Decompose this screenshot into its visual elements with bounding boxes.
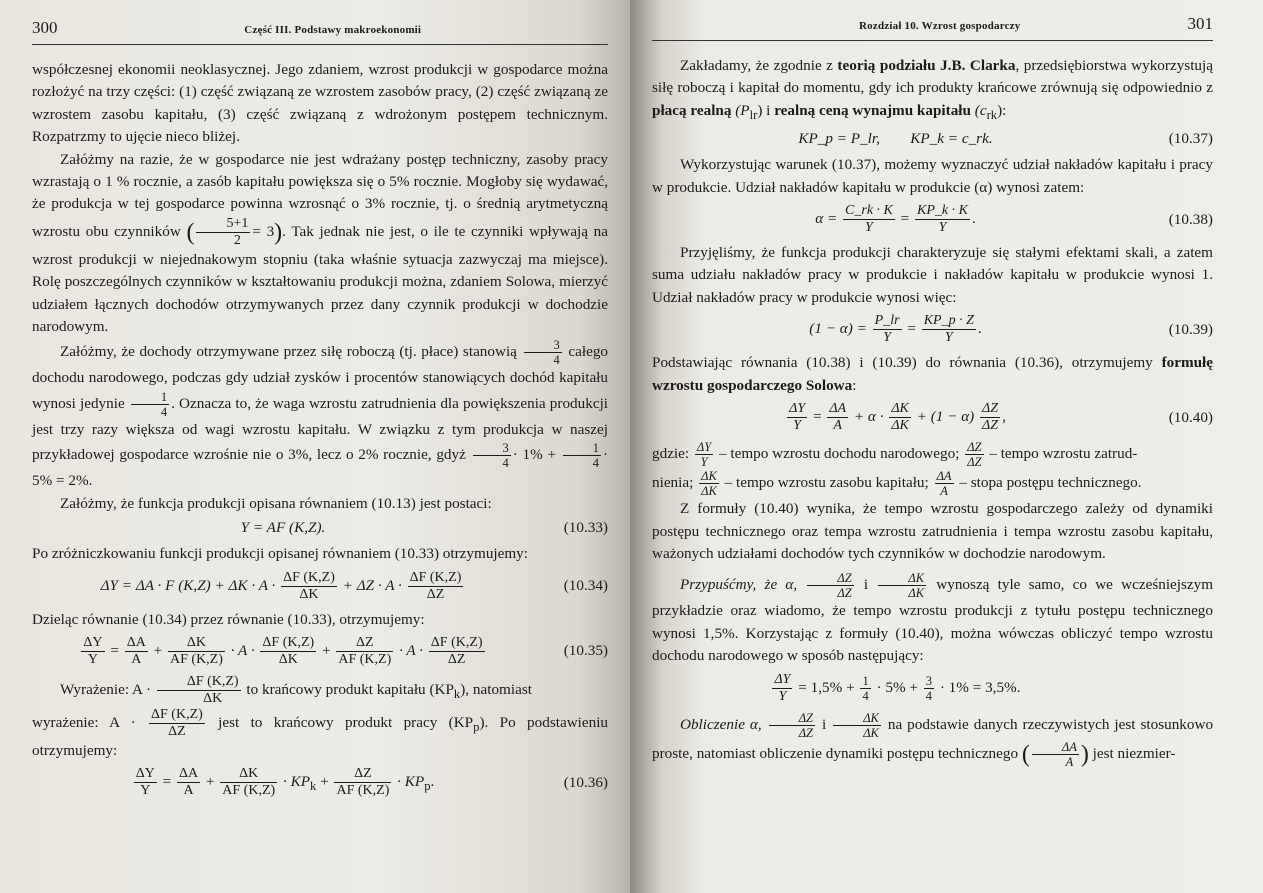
text: na podstawie danych rzeczywistych jest stosunkowo proste, natomiast obliczenie dynamiki postępu technicznego	[652, 715, 1214, 762]
text: ), natomiast	[460, 680, 532, 698]
bold-term: płacą realną	[652, 101, 732, 119]
fraction-num: ΔZ	[769, 711, 815, 726]
text: Obliczenie α,	[680, 715, 762, 733]
text: (P	[731, 101, 750, 119]
fraction-num: 1	[862, 673, 869, 688]
equation-number: (10.38)	[1168, 210, 1213, 228]
fraction-num: ΔY	[774, 671, 791, 687]
paragraph: Obliczenie α, $\frac{\Delta Z}{\Delta Z}$ i $\frac{\Delta K}{\Delta K}$ na podstawie danych rzeczywistych jest stosunkowo proste, natomiast obliczenie dynamiki postępu technicznego ( $\frac{\Delta A}{A}$ ) jest niezmier-	[652, 710, 1214, 769]
fraction-den: Y	[865, 220, 873, 236]
text: nienia;	[652, 474, 694, 492]
fraction-num: 5+1	[196, 216, 250, 233]
paragraph: Dzieląc równanie (10.34) przez równanie (10.33), otrzymujemy:	[32, 610, 425, 628]
fraction-den: ΔZ	[447, 651, 466, 667]
fraction-den: ΔZ	[982, 418, 999, 434]
fraction-num: KP_p · Z	[923, 313, 974, 329]
fraction-den: A	[1065, 754, 1074, 769]
text: jest niezmier-	[1092, 744, 1176, 762]
paragraph	[652, 440, 1213, 469]
equation-number: (10.34)	[563, 577, 608, 594]
equation-10-37	[652, 130, 1213, 148]
fraction-den: ΔK	[299, 586, 319, 602]
page-number: 301	[1187, 14, 1213, 33]
fraction-den: 2	[233, 232, 241, 248]
paragraph	[32, 707, 608, 762]
fraction-den: ΔZ	[967, 455, 982, 470]
text: + α ·	[853, 408, 884, 426]
fraction-den: Y	[883, 330, 891, 346]
paragraph: Załóżmy na razie, że w gospodarce nie jest wdrażany postęp techniczny, zasoby pracy wzrastają o 1 % rocznie, a zasób kapitału powiększa się o 5% rocznie. Mogłoby się wydawać, że produkcja w tej gospodarce powinna wzrosnąć o 3% rocznie, tj. o średnią arytmetyczną wzrostu obu czynników ( $\frac{5+1}{2}$ = 3). Tak jednak nie jest, o ile te czynniki wpływają na wzrost produkcji w niejednakowym stopniu (taka właśnie sytuacja zazwyczaj ma miejsce). Rolę poszczególnych czynników w kształtowaniu produkcji można, zdaniem Solowa, mierzyć udziałem łącznych dochodów otrzymywanych przez dany czynnik produkcji w dochodzie narodowym.	[32, 150, 608, 336]
fraction-num: ΔF (K,Z)	[157, 674, 241, 691]
paragraph: współczesnej ekonomii neoklasycznej. Jego zdaniem, wzrost produkcji w gospodarce można rozłożyć na trzy części: (1) część związaną ze wzrostem zasobów pracy, (2) część związaną ze wzrostem zasobu kapitału, (3) część związaną z wdrożonym postępem technicznym. Rozpatrzmy to ujęcie nieco bliżej.	[32, 61, 608, 146]
text: =	[900, 210, 910, 228]
fraction-den: Y	[944, 330, 953, 346]
fraction-den: Y	[87, 651, 99, 667]
fraction-den: 4	[553, 353, 560, 368]
text: · KP	[397, 773, 425, 791]
fraction-num: ΔK	[833, 711, 881, 726]
fraction-den: A	[131, 651, 142, 667]
equation-number: (10.35)	[563, 642, 608, 660]
fraction-den: ΔK	[908, 586, 925, 601]
paragraph: Wykorzystując warunek (10.37), możemy wyznaczyć udział nakładów kapitału i pracy w produkcie. Udział nakładów kapitału w produkcie (α) wynosi zatem:	[652, 156, 1213, 196]
fraction-num: ΔK	[878, 571, 926, 586]
subscript: k	[453, 686, 461, 701]
fraction-num: ΔY	[83, 634, 103, 650]
equation-number: (10.37)	[1168, 130, 1213, 148]
equation-10-34	[32, 570, 608, 603]
fraction-num: ΔK	[891, 401, 909, 417]
fraction-den: AF (K,Z)	[222, 783, 276, 799]
fraction-den: A	[940, 484, 948, 499]
fraction-den: ΔZ	[798, 725, 813, 740]
fraction-den: ΔZ	[837, 586, 852, 601]
fraction-num: ΔY	[135, 766, 155, 782]
fraction-num: ΔZ	[967, 440, 982, 455]
text: · 5% +	[876, 678, 918, 696]
equation-number: (10.39)	[1168, 320, 1213, 338]
text: · 1% +	[512, 446, 557, 464]
text: = 1,5% +	[798, 678, 855, 696]
paragraph: Po zróżniczkowaniu funkcji produkcji opisanej równaniem (10.33) otrzymujemy:	[32, 545, 528, 563]
fraction-num: ΔF (K,Z)	[283, 569, 335, 585]
fraction-den: Y	[938, 220, 947, 236]
fraction-den: ΔK	[863, 725, 879, 740]
text: =	[162, 773, 172, 791]
text: . Tak jednak nie jest, o ile te czynniki wpływają na wzrost produkcji w niejednakowym stopniu (taka właśnie sytuacja zazwyczaj ma miejsce). Rolę poszczególnych czynników w kształtowaniu produkcji można, zdaniem Solowa, mierzyć udziałem łącznych dochodów otrzymywanych przez dany czynnik produkcji w dochodzie narodowym.	[32, 222, 608, 336]
left-page-header	[32, 18, 608, 45]
subscript: rk	[986, 107, 998, 122]
text: +	[205, 773, 215, 791]
paragraph	[652, 55, 1213, 126]
text: to krańcowy produkt kapitału (KP	[246, 680, 454, 698]
fraction-den: Y	[793, 418, 802, 434]
fraction-num: ΔZ	[336, 635, 393, 652]
text: ΔY = ΔA · F (K,Z) + ΔK · A ·	[100, 576, 276, 594]
text: Załóżmy, że dochody otrzymywane przez siłę roboczą (tj. płace) stanowią	[60, 343, 517, 361]
fraction-num: ΔK	[701, 469, 717, 484]
equation-number: (10.40)	[1168, 408, 1213, 426]
text: (1 − α) =	[809, 320, 867, 338]
fraction-den: Y	[140, 783, 151, 799]
fraction-den: Y	[700, 455, 708, 470]
fraction-den: 4	[925, 688, 933, 703]
equation-10-35	[32, 635, 608, 668]
text: :	[852, 376, 857, 394]
text: , przedsiębiorstwa wykorzystują siłę roboczą i kapitał do momentu, gdy ich produkty krańcowe zrównują się odpowiednio z	[652, 57, 1213, 97]
bold-term: teorią podziału J.B. Clarka	[837, 57, 1016, 74]
fraction-num: ΔA	[126, 634, 146, 650]
fraction-num: ΔZ	[334, 766, 391, 783]
equation-10-38	[652, 203, 1213, 236]
fraction-num: ΔF (K,Z)	[430, 634, 483, 650]
text: ). Po podstawieniu otrzymujemy:	[32, 713, 609, 759]
subscript: p	[424, 779, 431, 794]
text: gdzie:	[652, 445, 690, 463]
fraction-den: ΔK	[701, 484, 717, 499]
fraction-num: ΔZ	[982, 401, 999, 417]
fraction-num: 1	[563, 441, 601, 456]
fraction-num: ΔF (K,Z)	[151, 706, 203, 722]
fraction-den: ΔK	[278, 651, 298, 667]
text: .	[430, 773, 435, 791]
text: +	[320, 773, 329, 791]
fraction-num: ΔY	[696, 440, 712, 455]
fraction-den: A	[183, 783, 194, 799]
fraction-num: ΔA	[178, 766, 199, 782]
equation-number: (10.36)	[563, 773, 608, 791]
equation-body: Y = AF (K,Z).	[240, 519, 326, 537]
subscript: k	[309, 779, 317, 794]
fraction-num: 3	[925, 673, 933, 688]
text: · A ·	[399, 641, 423, 659]
fraction-num: P_lr	[874, 313, 900, 329]
text: wyrażenie: A ·	[32, 713, 136, 731]
fraction-num: ΔA	[936, 469, 952, 484]
text: (c	[970, 101, 987, 119]
text: i	[863, 576, 869, 594]
text: .	[977, 320, 982, 338]
fraction-den: 4	[862, 688, 869, 703]
right-page	[630, 0, 1263, 893]
text: · 1% = 3,5%.	[939, 678, 1021, 696]
fraction-num: KP_k · K	[917, 203, 968, 219]
text: ) i	[757, 101, 771, 119]
fraction-den: AF (K,Z)	[170, 651, 223, 667]
running-head: Rozdział 10. Wzrost gospodarczy	[859, 20, 1021, 32]
text: α =	[815, 210, 838, 228]
paragraph	[652, 352, 1213, 397]
fraction-num: 3	[524, 338, 562, 353]
text: – tempo wzrostu zatrud-	[989, 445, 1138, 463]
fraction-den: 4	[160, 404, 168, 419]
bold-term: formułę wzrostu gospodarczego Solowa	[652, 354, 1214, 394]
fraction-den: 4	[502, 456, 509, 471]
equation-10-39	[652, 313, 1213, 346]
text: całego dochodu narodowego, podczas gdy udział zysków i procentów stanowiących dochód kapitału wynosi jedynie	[32, 343, 609, 412]
paragraph: Z formuły (10.40) wynika, że tempo wzrostu gospodarczego zależy od dynamiki postępu technicznego oraz tempa wzrostu zatrudnienia i tempa wzrostu zasobu kapitału, ważonych udziałami dochodów tych czynników w dochodzie narodowym.	[652, 500, 1213, 562]
page-number: 300	[32, 18, 58, 37]
paragraph	[32, 338, 608, 492]
text: · 5% = 2%.	[32, 446, 609, 490]
paragraph: Załóżmy, że funkcja produkcji opisana równaniem (10.13) jest postaci:	[60, 494, 492, 512]
fraction-num: ΔF (K,Z)	[409, 569, 462, 585]
fraction-den: A	[833, 418, 842, 434]
running-head: Część III. Podstawy makroekonomii	[244, 24, 422, 36]
text: + (1 − α)	[916, 408, 975, 426]
fraction-num: ΔA	[829, 401, 847, 417]
equation-calc	[652, 672, 1213, 705]
text: =	[907, 320, 916, 338]
fraction-den: AF (K,Z)	[336, 783, 390, 799]
text: wynoszą tyle samo, co we wcześniejszym przykładzie oraz wiadomo, że tempo wzrostu produkcji z tytułu postępu technicznego wynosi 1,5%. Korzystając z formuły (10.40), można wówczas obliczyć tempo wzrostu dochodu narodowego w sposób następujący:	[652, 576, 1214, 665]
fraction-num: C_rk · K	[845, 203, 893, 219]
text: Wyrażenie: A ·	[60, 680, 152, 698]
subscript: lr	[749, 107, 758, 122]
text: +	[322, 641, 331, 659]
paragraph: Przyjęliśmy, że funkcja produkcji charakteryzuje się stałymi efektami skali, a zatem suma udziału nakładów pracy w produkcie i nakładów kapitału w produkcie wynosi 1. Udział nakładów pracy w produkcie wynosi więc:	[652, 244, 1213, 306]
equation-number: (10.33)	[563, 519, 608, 537]
text: Zakładamy, że zgodnie z	[680, 57, 833, 74]
text: =	[812, 408, 822, 426]
fraction-num: ΔF (K,Z)	[262, 634, 315, 650]
fraction-num: ΔK	[168, 635, 225, 652]
fraction-num: 3	[473, 441, 511, 456]
fraction-den: ΔK	[891, 418, 909, 434]
text: · KP	[282, 773, 310, 791]
text: i	[821, 715, 827, 733]
text: jest to krańcowy produkt pracy (KP	[218, 713, 474, 731]
text: Podstawiając równania (10.38) i (10.39) do równania (10.36), otrzymujemy	[652, 354, 1153, 372]
right-page-header	[652, 14, 1213, 41]
equation-10-40	[652, 401, 1213, 434]
fraction-den: ΔZ	[426, 586, 445, 602]
fraction-num: ΔA	[1032, 740, 1079, 755]
fraction-den: 4	[592, 456, 599, 471]
text: ,	[1002, 408, 1006, 426]
text: =	[110, 641, 119, 659]
text: +	[153, 641, 163, 659]
paragraph	[652, 571, 1213, 667]
text: .	[972, 210, 976, 228]
text: – stopa postępu technicznego.	[959, 474, 1142, 492]
fraction-den: Y	[778, 688, 787, 704]
subscript: p	[473, 719, 480, 734]
fraction-num: 1	[131, 390, 169, 405]
fraction-num: ΔY	[789, 401, 806, 417]
fraction-den: ΔZ	[168, 723, 186, 739]
equation-body: KP_p = P_lr, KP_k = c_rk.	[798, 130, 993, 148]
fraction-den: ΔK	[203, 690, 223, 706]
paragraph	[32, 674, 608, 707]
text: · A ·	[230, 641, 255, 659]
fraction-num: ΔK	[220, 766, 277, 783]
paragraph	[652, 469, 1213, 498]
text: – tempo wzrostu dochodu narodowego;	[719, 445, 960, 463]
bold-term: realną ceną wynajmu kapitału	[774, 101, 971, 119]
text: ):	[997, 101, 1007, 119]
text: Przypuśćmy, że α,	[680, 576, 798, 594]
fraction-den: AF (K,Z)	[338, 651, 392, 667]
equation-10-36	[32, 766, 608, 799]
text: . Oznacza to, że waga wzrostu zatrudnienia dla powiększenia produkcji jest trzy razy większa od wagi wzrostu kapitału. W związku z tym produkcja w naszej przykładowej gospodarce wzrośnie nie o 3%, lecz o 2% rocznie, gdyż	[32, 394, 609, 464]
text: – tempo wzrostu zasobu kapitału;	[724, 474, 929, 492]
equation-10-33	[32, 519, 608, 537]
text: = 3	[252, 222, 275, 240]
text: + ΔZ · A ·	[342, 576, 402, 594]
text: Załóżmy na razie, że w gospodarce nie jest wdrażany postęp techniczny, zasoby pracy wzrastają o 1 % rocznie, a zasób kapitału powiększa się o 5% rocznie. Mogłoby się wydawać, że produkcja w tej gospodarce powinna wzrosnąć o 3% rocznie, tj. o średnią arytmetyczną wzrostu obu czynników	[32, 150, 608, 240]
fraction-num: ΔZ	[807, 571, 853, 586]
left-page	[0, 0, 630, 893]
